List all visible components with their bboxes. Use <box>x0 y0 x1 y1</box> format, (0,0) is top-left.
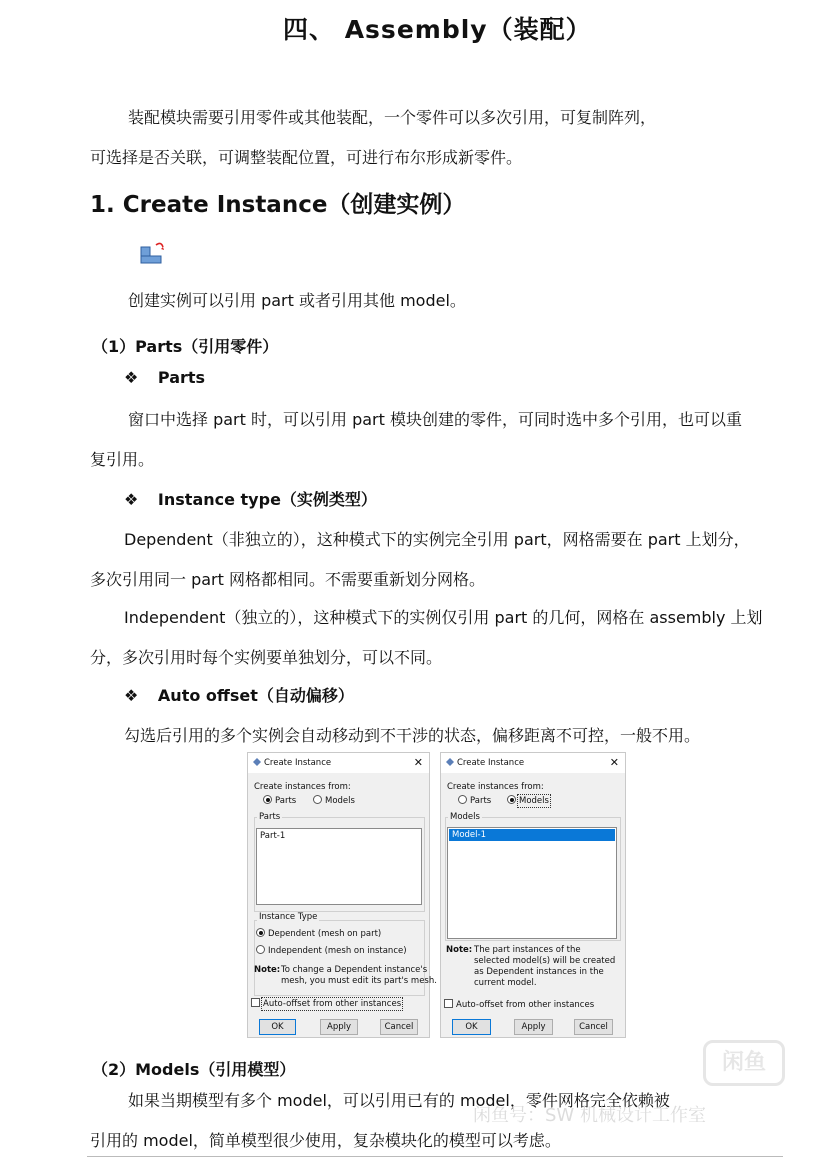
page-bottom-rule <box>87 1156 783 1157</box>
bullet-instance-type-label: Instance type（实例类型） <box>157 490 377 509</box>
note-line-3: as Dependent instances in the <box>474 967 604 977</box>
subsection-heading-parts: （1）Parts（引用零件） <box>92 337 279 356</box>
radio-models-label: Models <box>325 796 355 806</box>
radio-parts-indicator[interactable] <box>458 795 467 804</box>
intro-paragraph-line-2: 可选择是否关联，可调整装配位置，可进行布尔形成新零件。 <box>90 148 523 167</box>
note-label: Note: <box>254 965 281 975</box>
bullet-parts-label: Parts <box>157 368 206 387</box>
subsection-heading-models: （2）Models（引用模型） <box>92 1060 296 1079</box>
auto-offset-checkbox[interactable] <box>444 999 594 1010</box>
radio-models-label: Models <box>519 796 549 806</box>
radio-dependent[interactable] <box>256 928 381 939</box>
radio-models[interactable] <box>313 795 355 806</box>
bullet-symbol: ❖ <box>124 686 139 705</box>
app-icon <box>253 758 261 766</box>
create-instance-description: 创建实例可以引用 part 或者引用其他 model。 <box>128 291 466 310</box>
section-heading-create-instance: 1. Create Instance（创建实例） <box>90 192 466 218</box>
parts-list[interactable] <box>256 828 422 905</box>
apply-button[interactable]: Apply <box>320 1019 358 1035</box>
note-label: Note: <box>446 945 473 955</box>
models-group-label: Models <box>450 812 480 822</box>
list-item-part-1[interactable]: Part-1 <box>260 831 286 841</box>
close-icon[interactable]: ✕ <box>609 756 619 769</box>
independent-paragraph-line-2: 分，多次引用时每个实例要单独划分，可以不同。 <box>90 648 443 667</box>
page-title: 四、 Assembly（装配） <box>283 15 592 44</box>
models-paragraph-line-1: 如果当期模型有多个 model，可以引用已有的 model，零件网格完全依赖被 <box>128 1091 670 1110</box>
radio-parts[interactable] <box>458 795 491 806</box>
radio-independent[interactable] <box>256 945 407 956</box>
auto-offset-checkbox[interactable] <box>251 998 401 1009</box>
note-line-1: To change a Dependent instance's <box>281 965 428 975</box>
note-line-2: mesh, you must edit its part's mesh. <box>281 976 437 986</box>
cancel-button[interactable]: Cancel <box>574 1019 613 1035</box>
bullet-parts <box>124 368 205 387</box>
create-from-label: Create instances from: <box>447 782 544 792</box>
app-icon <box>446 758 454 766</box>
auto-offset-checkbox-box[interactable] <box>444 999 453 1008</box>
apply-button[interactable]: Apply <box>514 1019 553 1035</box>
bullet-auto-offset <box>124 683 354 706</box>
radio-models[interactable] <box>507 795 549 806</box>
radio-dependent-indicator[interactable] <box>256 928 265 937</box>
bullet-symbol: ❖ <box>124 368 139 387</box>
auto-offset-checkbox-box[interactable] <box>251 998 260 1007</box>
independent-paragraph-line-1: Independent（独立的），这种模式下的实例仅引用 part 的几何，网格在 assembly 上划 <box>124 608 763 627</box>
note-line-1: The part instances of the <box>474 945 581 955</box>
dialog-title-bar <box>248 753 429 773</box>
radio-independent-label: Independent (mesh on instance) <box>268 946 407 956</box>
dialog-title: Create Instance <box>264 758 332 768</box>
radio-models-indicator[interactable] <box>313 795 322 804</box>
parts-group-label: Parts <box>259 812 281 822</box>
ok-button[interactable]: OK <box>259 1019 296 1035</box>
radio-parts-label: Parts <box>275 796 297 806</box>
radio-models-indicator[interactable] <box>507 795 516 804</box>
cancel-button[interactable]: Cancel <box>380 1019 418 1035</box>
radio-independent-indicator[interactable] <box>256 945 265 954</box>
note-line-4: current model. <box>474 978 537 988</box>
radio-parts-indicator[interactable] <box>263 795 272 804</box>
watermark-text: 闲鱼号：SW 机械设计工作室 <box>473 1105 706 1126</box>
intro-paragraph-line-1: 装配模块需要引用零件或其他装配，一个零件可以多次引用，可复制阵列， <box>128 108 657 127</box>
note-line-2: selected model(s) will be created <box>474 956 616 966</box>
ok-button[interactable]: OK <box>452 1019 491 1035</box>
create-from-label: Create instances from: <box>254 782 351 792</box>
instance-type-label: Instance Type <box>259 912 318 922</box>
bullet-instance-type <box>124 487 377 510</box>
radio-parts[interactable] <box>263 795 296 806</box>
auto-offset-checkbox-label: Auto-offset from other instances <box>456 1000 595 1010</box>
dialog-title: Create Instance <box>457 758 525 768</box>
bullet-symbol: ❖ <box>124 490 139 509</box>
models-paragraph-line-2: 引用的 model，简单模型很少使用，复杂模块化的模型可以考虑。 <box>90 1131 561 1150</box>
models-list[interactable] <box>447 827 617 939</box>
auto-offset-checkbox-label: Auto-offset from other instances <box>263 999 402 1009</box>
parts-paragraph-line-1: 窗口中选择 part 时，可以引用 part 模块创建的零件，可同时选中多个引用，也可以重 <box>128 410 742 429</box>
watermark-logo: 闲鱼 <box>703 1040 785 1086</box>
bullet-auto-offset-label: Auto offset（自动偏移） <box>157 686 354 705</box>
auto-offset-paragraph: 勾选后引用的多个实例会自动移动到不干涉的状态，偏移距离不可控，一般不用。 <box>124 726 701 745</box>
close-icon[interactable]: ✕ <box>413 756 423 769</box>
list-item-model-1[interactable]: Model-1 <box>449 829 615 841</box>
radio-parts-label: Parts <box>470 796 492 806</box>
create-instance-dialog-parts <box>247 752 437 1038</box>
create-instance-dialog-models <box>440 752 626 1038</box>
dialog-title-bar <box>441 753 625 773</box>
create-instance-icon <box>138 237 168 267</box>
radio-dependent-label: Dependent (mesh on part) <box>268 929 382 939</box>
dependent-paragraph-line-2: 多次引用同一 part 网格都相同。不需要重新划分网格。 <box>90 570 485 589</box>
parts-paragraph-line-2: 复引用。 <box>90 450 155 469</box>
dependent-paragraph-line-1: Dependent（非独立的），这种模式下的实例完全引用 part，网格需要在 part 上划分， <box>124 530 750 549</box>
